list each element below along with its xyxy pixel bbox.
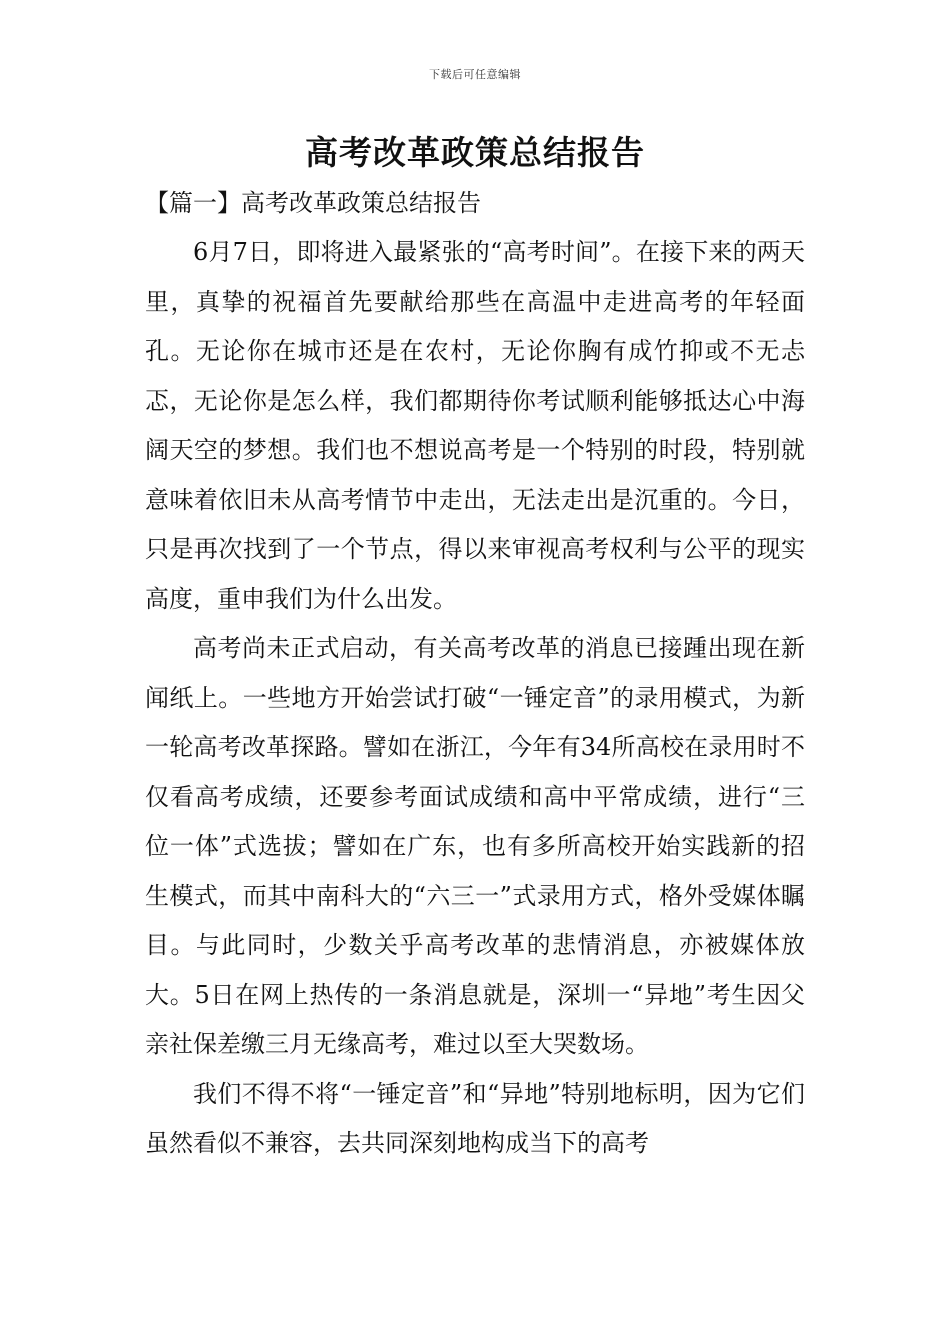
header-note: 下载后可任意编辑 [429, 68, 521, 81]
paragraph-1: 6月7日，即将进入最紧张的“高考时间”。在接下来的两天里，真挚的祝福首先要献给那些在高温中走进高考的年轻面孔。无论你在城市还是在农村，无论你胸有成竹抑或不无忐忑，无论你是怎么样，我们都期待你考试顺利能够抵达心中海阔天空的梦想。我们也不想说高考是一个特别的时段，特别就意味着依旧未从高考情节中走出，无法走出是沉重的。今日，只是再次找到了一个节点，得以来审视高考权利与公平的现实高度，重申我们为什么出发。 [145, 238, 805, 613]
section-heading: 【篇一】高考改革政策总结报告 [145, 189, 481, 217]
document-title: 高考改革政策总结报告 [305, 133, 645, 172]
paragraph-3: 我们不得不将“一锤定音”和“异地”特别地标明，因为它们虽然看似不兼容，去共同深刻地构成当下的高考 [145, 1079, 805, 1157]
document-body [145, 228, 805, 1169]
paragraph-2: 高考尚未正式启动，有关高考改革的消息已接踵出现在新闻纸上。一些地方开始尝试打破“一锤定音”的录用模式，为新一轮高考改革探路。譬如在浙江，今年有34所高校在录用时不仅看高考成绩，还要参考面试成绩和高中平常成绩，进行“三位一体”式选拔；譬如在广东，也有多所高校开始实践新的招生模式，而其中南科大的“六三一”式录用方式，格外受媒体瞩目。与此同时，少数关乎高考改革的悲情消息，亦被媒体放大。5日在网上热传的一条消息就是，深圳一“异地”考生因父亲社保差缴三月无缘高考，难过以至大哭数场。 [145, 634, 805, 1058]
